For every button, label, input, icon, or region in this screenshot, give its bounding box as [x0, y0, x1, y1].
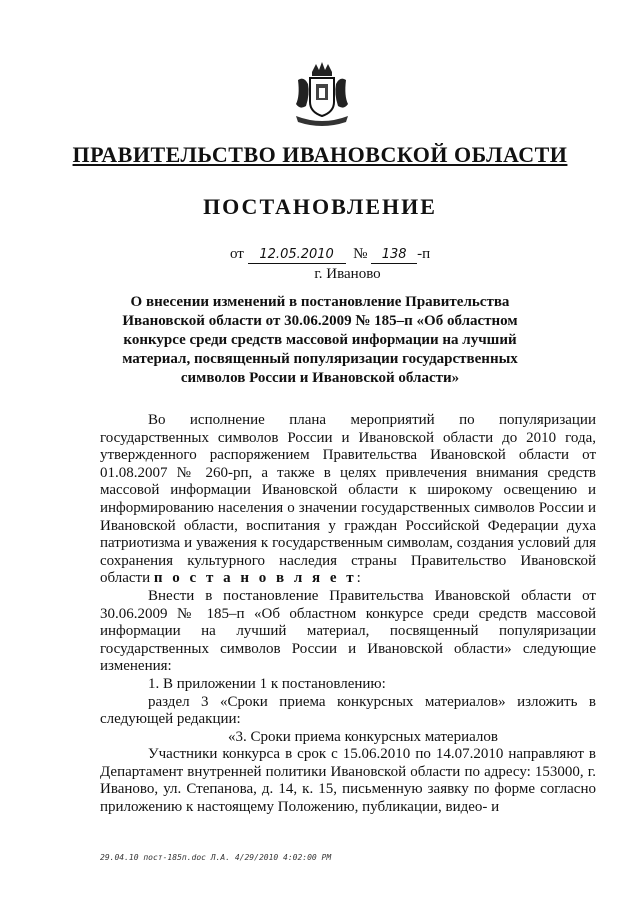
paragraph-amend: Внести в постановление Правительства Ивановской области от 30.06.2009 № 185–п «Об областном конкурсе среди средств массовой информации на лучший материал, посвященный популяризации государственных символов России и Ивановской области» следующие изменения:	[100, 587, 596, 675]
paragraph-item-1: 1. В приложении 1 к постановлению:	[148, 675, 386, 692]
number-underline	[371, 246, 417, 264]
file-footer: 29.04.10 пост-185п.doc Л.А. 4/29/2010 4:02:00 PM	[100, 853, 332, 862]
from-label: от	[230, 246, 244, 262]
city: г. Иваново	[314, 266, 381, 282]
preamble-text: Во исполнение плана мероприятий по популяризации государственных символов России и Ивановской области до 2010 года, утвержденного распоряжением Правительства Ивановской области от 01.08.2007 № 260-рп, а также в целях привлечения внимания средств массовой информации Ивановской области к широкому освещению и информированию населения о значении государственных символов России и Ивановской области, воспитания у граждан Российской Федерации духа патриотизма и уважения к государственным символам, создания условий для сохранения культурного наследия страны Правительство Ивановской области	[100, 412, 596, 587]
number-label: №	[353, 246, 368, 262]
paragraph-preamble: Во исполнение плана мероприятий по популяризации государственных символов России и Ивановской области до 2010 года, утвержденного распоряжением Правительства Ивановской области от 01.08.2007 № 260-рп, а также в целях привлечения внимания средств массовой информации Ивановской области к широкому освещению и информированию населения о значении государственных символов России и Ивановской области, воспитания у граждан Российской Федерации духа патриотизма и уважения к государственным символам, создания условий для сохранения культурного наследия страны Правительство Ивановской области п о с т а н о в л я е т:	[100, 412, 596, 587]
paragraph-section-3: раздел 3 «Сроки приема конкурсных материалов» изложить в следующей редакции:	[100, 693, 596, 728]
document-body	[100, 412, 596, 817]
document-type: ПОСТАНОВЛЕНИЕ	[203, 194, 437, 219]
paragraph-deadlines: Участники конкурса в срок с 15.06.2010 по 14.07.2010 направляют в Департамент внутренней политики Ивановской области по адресу: 153000, г. Иваново, ул. Степанова, д. 14, к. 15, письменную заявку по форме согласно приложению к настоящему Положению, публикации, видео- и	[100, 746, 596, 816]
coat-of-arms-icon	[290, 58, 354, 132]
number-suffix: -п	[417, 246, 431, 262]
organization-name: ПРАВИТЕЛЬСТВО ИВАНОВСКОЙ ОБЛАСТИ	[72, 142, 568, 167]
date-underline	[248, 246, 346, 264]
section-heading: «3. Сроки приема конкурсных материалов	[228, 728, 498, 745]
resolves-keyword: п о с т а н о в л я е т	[153, 570, 357, 587]
document-number: 138	[381, 247, 407, 262]
document-title: О внесении изменений в постановление Правительства Ивановской области от 30.06.2009 № 185–п «Об областном конкурсе среди средств массовой информации на лучший материал, посвященный популяризации государственных символов России и Ивановской области»	[122, 294, 518, 386]
document-date: 12.05.2010	[259, 247, 334, 262]
date-number-line	[230, 246, 430, 264]
